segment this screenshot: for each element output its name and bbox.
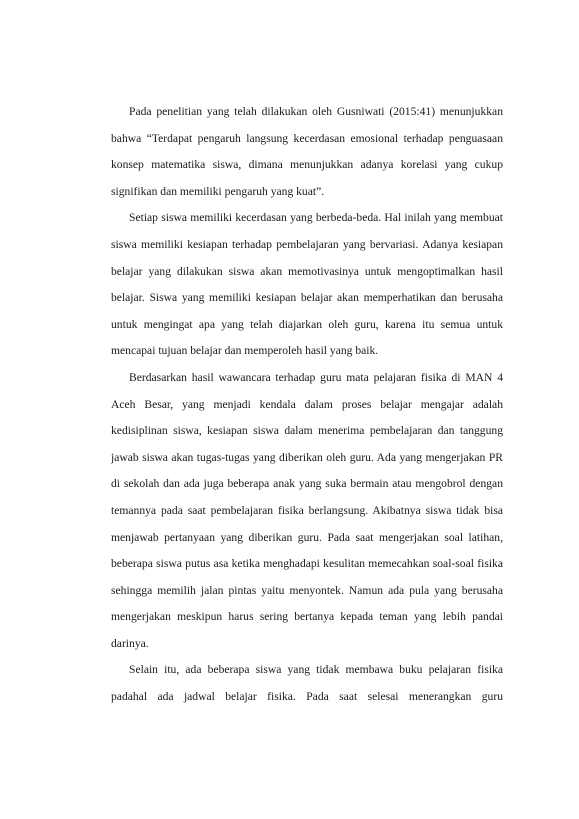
document-body (111, 99, 503, 711)
text-line: temannya pada saat pembelajaran fisika berlangsung. Akibatnya siswa tidak bisa (111, 503, 503, 517)
text-line: di sekolah dan ada juga beberapa anak yang suka bermain atau mengobrol dengan (111, 477, 503, 491)
text-line: Pada penelitian yang telah dilakukan oleh Gusniwati (2015:41) menunjukkan (129, 105, 503, 118)
text-line: menjawab pertanyaan yang diberikan guru. Pada saat mengerjakan soal latihan, (111, 530, 503, 544)
text-line: Selain itu, ada beberapa siswa yang tidak membawa buku pelajaran fisika (129, 663, 503, 677)
text-line: mencapai tujuan belajar dan memperoleh hasil yang baik. (111, 344, 379, 358)
text-line: jawab siswa akan tugas-tugas yang diberikan oleh guru. Ada yang mengerjakan PR (111, 450, 503, 464)
text-line: sehingga memilih jalan pintas yaitu menyontek. Namun ada pula yang berusaha (111, 583, 503, 597)
text-line: konsep matematika siswa, dimana menunjukkan adanya korelasi yang cukup (111, 158, 503, 172)
text-line: beberapa siswa putus asa ketika menghadapi kesulitan memecahkan soal-soal fisika (111, 557, 503, 571)
text-line: Berdasarkan hasil wawancara terhadap guru mata pelajaran fisika di MAN 4 (129, 370, 503, 384)
text-line: mengerjakan meskipun harus sering bertanya kepada teman yang lebih pandai (111, 610, 503, 624)
text-line: kedisiplinan siswa, kesiapan siswa dalam menerima pembelajaran dan tanggung (111, 424, 503, 438)
text-line: bahwa “Terdapat pengaruh langsung kecerdasan emosional terhadap penguasaan (111, 131, 503, 145)
text-line: Setiap siswa memiliki kecerdasan yang berbeda-beda. Hal inilah yang membuat (129, 211, 503, 225)
text-line: siswa memiliki kesiapan terhadap pembelajaran yang bervariasi. Adanya kesiapan (111, 237, 503, 251)
text-line: belajar. Siswa yang memiliki kesiapan belajar akan memperhatikan dan berusaha (111, 291, 503, 305)
text-line: Aceh Besar, yang menjadi kendala dalam proses belajar mengajar adalah (111, 397, 503, 411)
text-line: darinya. (111, 636, 149, 650)
text-line: untuk mengingat apa yang telah diajarkan oleh guru, karena itu semua untuk (111, 317, 503, 331)
text-line: signifikan dan memiliki pengaruh yang kuat”. (111, 184, 325, 198)
text-line: padahal ada jadwal belajar fisika. Pada saat selesai menerangkan guru (111, 690, 503, 704)
text-line: belajar yang dilakukan siswa akan memotivasinya untuk mengoptimalkan hasil (111, 264, 503, 278)
